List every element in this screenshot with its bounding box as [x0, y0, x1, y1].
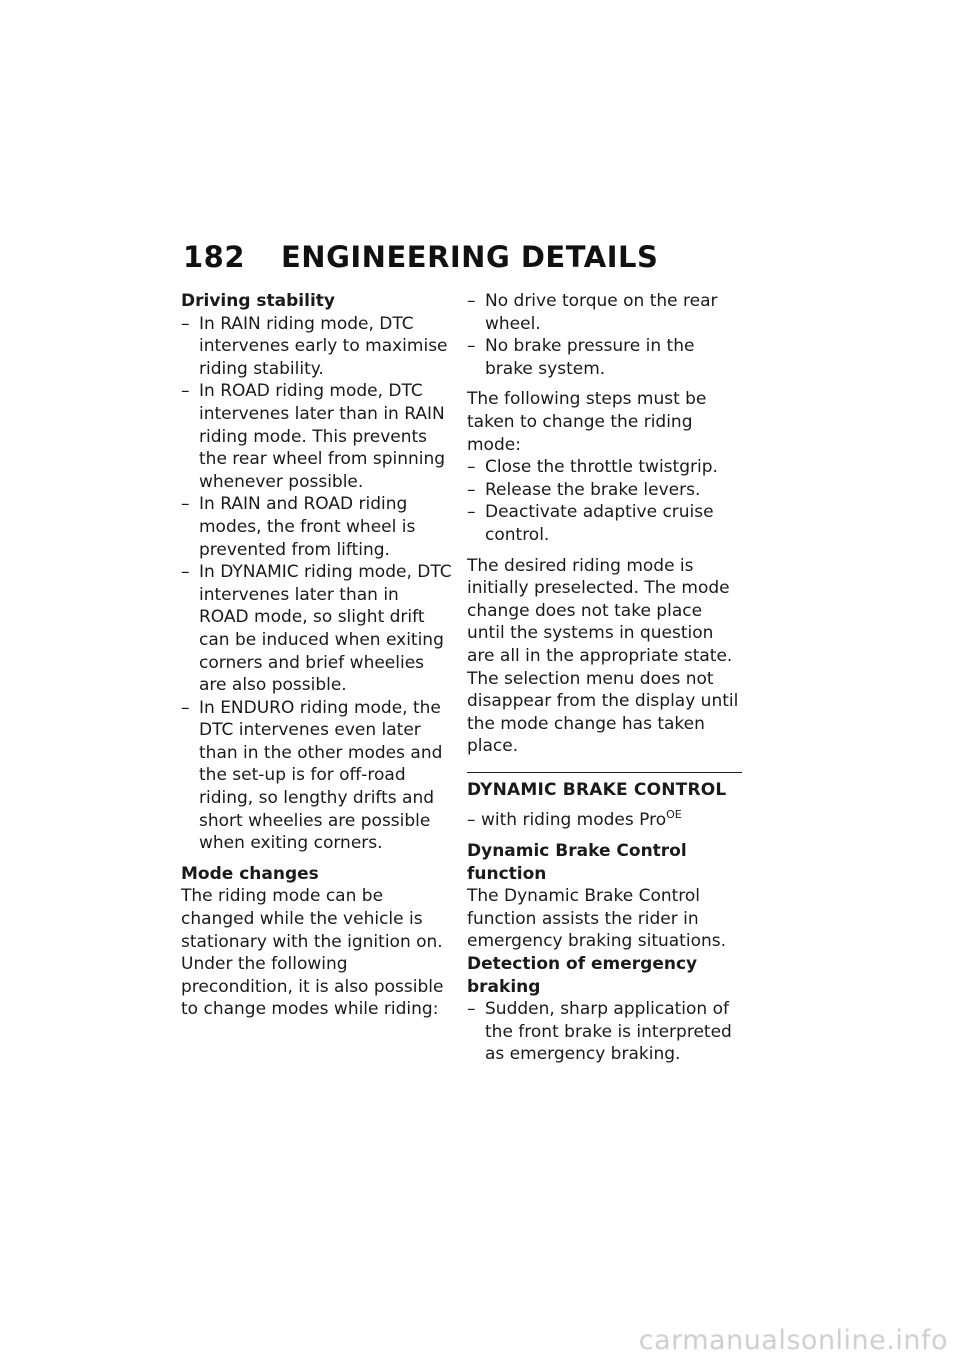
riding-modes-pro-option: [467, 809, 742, 832]
preselect-text: The desired riding mode is initially preselected. The mode change does not take place until the systems in question are all in the appropriate state.: [467, 555, 733, 666]
driving-stability-heading: Driving stability: [181, 291, 335, 311]
list-item: – Deactivate adaptive cruise control.: [467, 501, 742, 546]
list-item: – Close the throttle twistgrip.: [467, 456, 742, 479]
watermark: carmanualsonline.info: [638, 1325, 948, 1356]
menu-text: The selection menu does not disappear from the display until the mode change has taken place.: [467, 668, 739, 757]
dbc-section-title: DYNAMIC BRAKE CONTROL: [467, 772, 742, 802]
detection-heading: Detection of emergency braking: [467, 954, 698, 997]
list-item: – No brake pressure in the brake system.: [467, 335, 742, 380]
chapter-title: ENGINEERING DETAILS: [281, 240, 659, 274]
dash-marker: –: [467, 810, 476, 831]
driving-stability-list: [181, 313, 453, 855]
list-item: – In ENDURO riding mode, the DTC intervenes even later than in the other modes and the set-up is for off-road riding, so lengthy drifts and short wheelies are possible when exiting corners.: [181, 697, 453, 855]
steps-intro: The following steps must be taken to change the riding mode:: [467, 389, 707, 455]
page-header: [183, 240, 658, 274]
mode-changes-heading: Mode changes: [181, 863, 319, 884]
option-text: with riding modes Pro: [481, 810, 667, 831]
list-item: – Sudden, sharp application of the front brake is interpreted as emergency braking.: [467, 998, 742, 1066]
left-column: [181, 290, 453, 1029]
list-item: – In RAIN riding mode, DTC intervenes early to maximise riding stability.: [181, 313, 453, 381]
list-item: – Release the brake levers.: [467, 479, 742, 502]
list-item: – No drive torque on the rear wheel.: [467, 290, 742, 335]
page-number: 182: [183, 240, 246, 274]
steps-list: [467, 456, 742, 546]
mode-changes-text: The riding mode can be changed while the vehicle is stationary with the ignition on. Under the following precondition, it is also possible to change modes while riding:: [181, 886, 444, 1020]
right-column: [467, 290, 742, 1074]
list-item: – In ROAD riding mode, DTC intervenes later than in RAIN riding mode. This prevents the rear wheel from spinning whenever possible.: [181, 380, 453, 493]
list-item: – In DYNAMIC riding mode, DTC intervenes later than in ROAD mode, so slight drift can be induced when exiting corners and brief wheelies are also possible.: [181, 561, 453, 697]
dbc-function-text: The Dynamic Brake Control function assists the rider in emergency braking situations.: [467, 886, 727, 952]
dbc-function-heading: Dynamic Brake Control function: [467, 841, 687, 884]
list-item: – In RAIN and ROAD riding modes, the front wheel is prevented from lifting.: [181, 493, 453, 561]
preconditions-list: [467, 290, 742, 380]
oe-superscript: OE: [666, 808, 682, 822]
detection-list: [467, 998, 742, 1066]
